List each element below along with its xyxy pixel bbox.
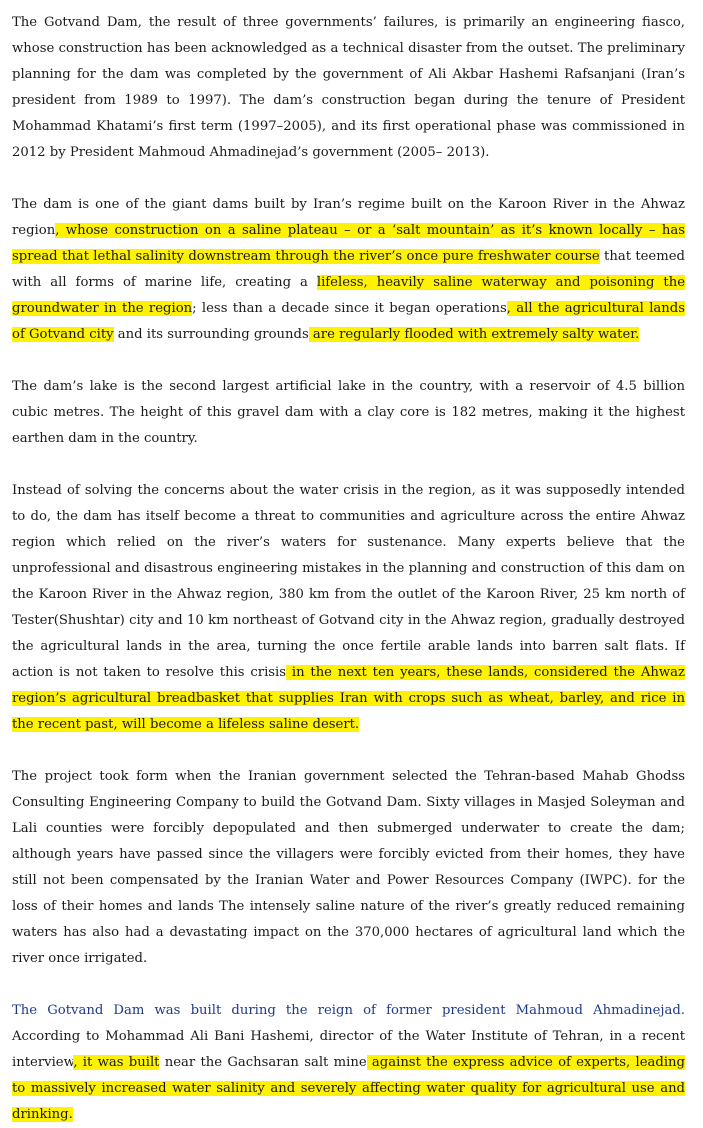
paragraph-2 [12,192,685,348]
paragraph-5 [12,764,685,972]
highlighted-text: in the next ten years, these lands, considered the Ahwaz region’s agricultural breadbasket that supplies Iran with crops such as wheat, barley, and rice in the recent past, will become a lifeless saline desert. [12,665,685,732]
highlighted-text: , all the agricultural lands of Gotvand city [12,301,685,342]
text-segment: and its surrounding grounds [113,327,309,342]
text-segment: Instead of solving the concerns about the water crisis in the region, as it was supposedly intended to do, the dam has itself become a threat to communities and agriculture across the entire Ahwaz region which relied on the river’s waters for sustenance. Many experts believe that the unprofessional and disastrous engineering mistakes in the planning and construction of this dam on the Karoon River in the Ahwaz region, 380 km from the outlet of the Karoon River, 25 km north of Tester(Shushtar) city and 10 km northeast of Gotvand city in the Ahwaz region, gradually destroyed the agricultural lands in the area, turning the once fertile arable lands into barren salt flats. If action is not taken to resolve this crisis [12,483,685,680]
paragraph-6 [12,998,685,1128]
text-segment: The dam is one of the giant dams built by Iran’s regime built on the Karoon River in the Ahwaz region [12,197,685,238]
text-segment: The dam’s lake is the second largest artificial lake in the country, with a reservoir of 4.5 billion cubic metres. The height of this gravel dam with a clay core is 182 metres, making it the highest earthen dam in the country. [12,379,685,446]
highlighted-text: are regularly flooded with extremely salty water. [308,327,640,342]
highlighted-text: ver’s once pure freshwater course [369,249,600,264]
paragraph-3 [12,374,685,452]
paragraph-1 [12,10,685,166]
highlighted-text: against the express advice of experts, leading to massively increased water salinity and severely affecting water quality for agricultural use and drinking. [12,1055,685,1122]
highlighted-text: lifeless, heavily saline waterway and poisoning the groundwater in the region [12,275,685,316]
text-segment: that teemed with all forms of marine life, creating a [12,249,685,290]
highlighted-text: , it was built [73,1055,160,1070]
highlighted-text: , whose construction on a saline plateau – or a ‘salt mountain’ as it’s known locally – has spread that lethal salinity downstream through the ri [12,223,685,264]
text-segment: According to Mohammad Ali Bani Hashemi, director of the Water Institute of Tehran, in a recent interview [12,1029,685,1070]
text-segment: The Gotvand Dam, the result of three governments’ failures, is primarily an engineering fiasco, whose construction has been acknowledged as a technical disaster from the outset. The preliminary planning for the dam was completed by the government of Ali Akbar Hashemi Rafsanjani (Iran’s president from 1989 to 1997). The dam’s construction began during the tenure of President Mohammad Khatami’s first term (1997–2005), and its first operational phase was commissioned in 2012 by President Mahmoud Ahmadinejad’s government (2005– 2013). [12,15,685,160]
text-segment: The project took form when the Iranian government selected the Tehran-based Mahab Ghodss Consulting Engineering Company to build the Gotvand Dam. Sixty villages in Masjed Soleyman and Lali counties were forcibly depopulated and then submerged underwater to create the dam; although years have passed since the villagers were forcibly evicted from their homes, they have still not been compensated by the Iranian Water and Power Resources Company (IWPC). for the loss of their homes and lands The intensely saline nature of the river’s greatly reduced remaining waters has also had a devastating impact on the 370,000 hectares of agricultural land which the river once irrigated. [12,769,685,966]
text-segment: ; less than a decade since it began operations [192,301,507,316]
blue-text: The Gotvand Dam was built during the reign of former president Mahmoud Ahmadinejad. [12,1003,685,1018]
paragraph-4 [12,478,685,738]
text-segment: near the Gachsaran salt mine [159,1055,367,1070]
